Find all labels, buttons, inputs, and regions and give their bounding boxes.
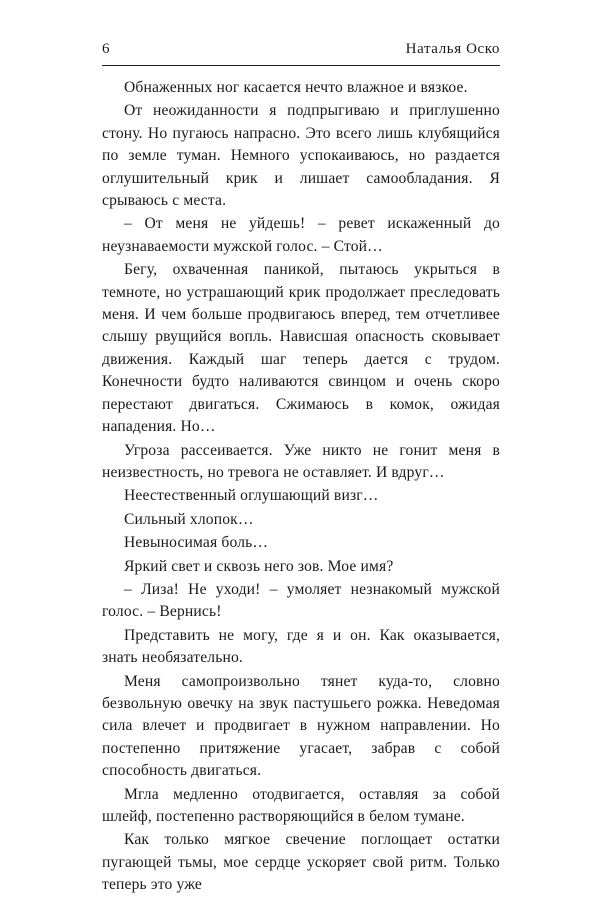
body-text [102, 77, 500, 898]
paragraph: Яркий свет и сквозь него зов. Мое имя? [124, 557, 394, 575]
paragraph: Сильный хлопок… [124, 510, 254, 528]
paragraph: – От меня не уйдешь! – ревет искаженный до неузнаваемости мужской голос. – Стой… [102, 215, 500, 255]
paragraph: От неожиданности я подпрыгиваю и приглушенно стону. Но пугаюсь напрасно. Это всего лишь клубящийся по земле туман. Немного успокаиваюсь, но раздается оглушительный крик и лишает самообладания. Я срываюсь с места. [102, 102, 500, 210]
paragraph: Представить не могу, где я и он. Как оказывается, знать необязательно. [102, 626, 500, 667]
page-number: 6 [102, 41, 111, 57]
paragraph: Меня самопроизвольно тянет куда-то, словно безвольную овечку на звук пастушьего рожка. Неведомая сила влечет и продвигает в нужном направлении. Но постепенно притяжение угасает, забрав с собой способность двигаться. [102, 672, 500, 780]
running-head-author: Наталья Оско [405, 41, 500, 57]
page-header [102, 37, 500, 66]
paragraph: Мгла медленно отодвигается, оставляя за собой шлейф, постепенно растворяющийся в белом тумане. [102, 785, 500, 825]
paragraph: Неестественный оглушающий визг… [124, 487, 379, 505]
paragraph: Угроза рассеивается. Уже никто не гонит меня в неизвестность, но тревога не оставляет. И вдруг… [102, 441, 500, 481]
paragraph: Бегу, охваченная паникой, пытаюсь укрыться в темноте, но устрашающий крик продолжает преследовать меня. И чем больше продвигаюсь вперед, тем отчетливее слышу рвущийся вопль. Нависшая опасность сковывает движения. Каждый шаг теперь дается с трудом. Конечности будто наливаются свинцом и очень скоро перестают двигаться. Сжимаюсь в комок, ожидая нападения. Но… [102, 261, 500, 436]
paragraph: Невыносимая боль… [124, 534, 269, 552]
paragraph: – Лиза! Не уходи! – умоляет незнакомый мужской голос. – Вернись! [102, 580, 500, 621]
paragraph: Как только мягкое свечение поглощает остатки пугающей тьмы, мое сердце ускоряет свой ритм. Только теперь это уже [102, 831, 500, 894]
paragraph: Обнаженных ног касается нечто влажное и вязкое. [124, 79, 468, 96]
